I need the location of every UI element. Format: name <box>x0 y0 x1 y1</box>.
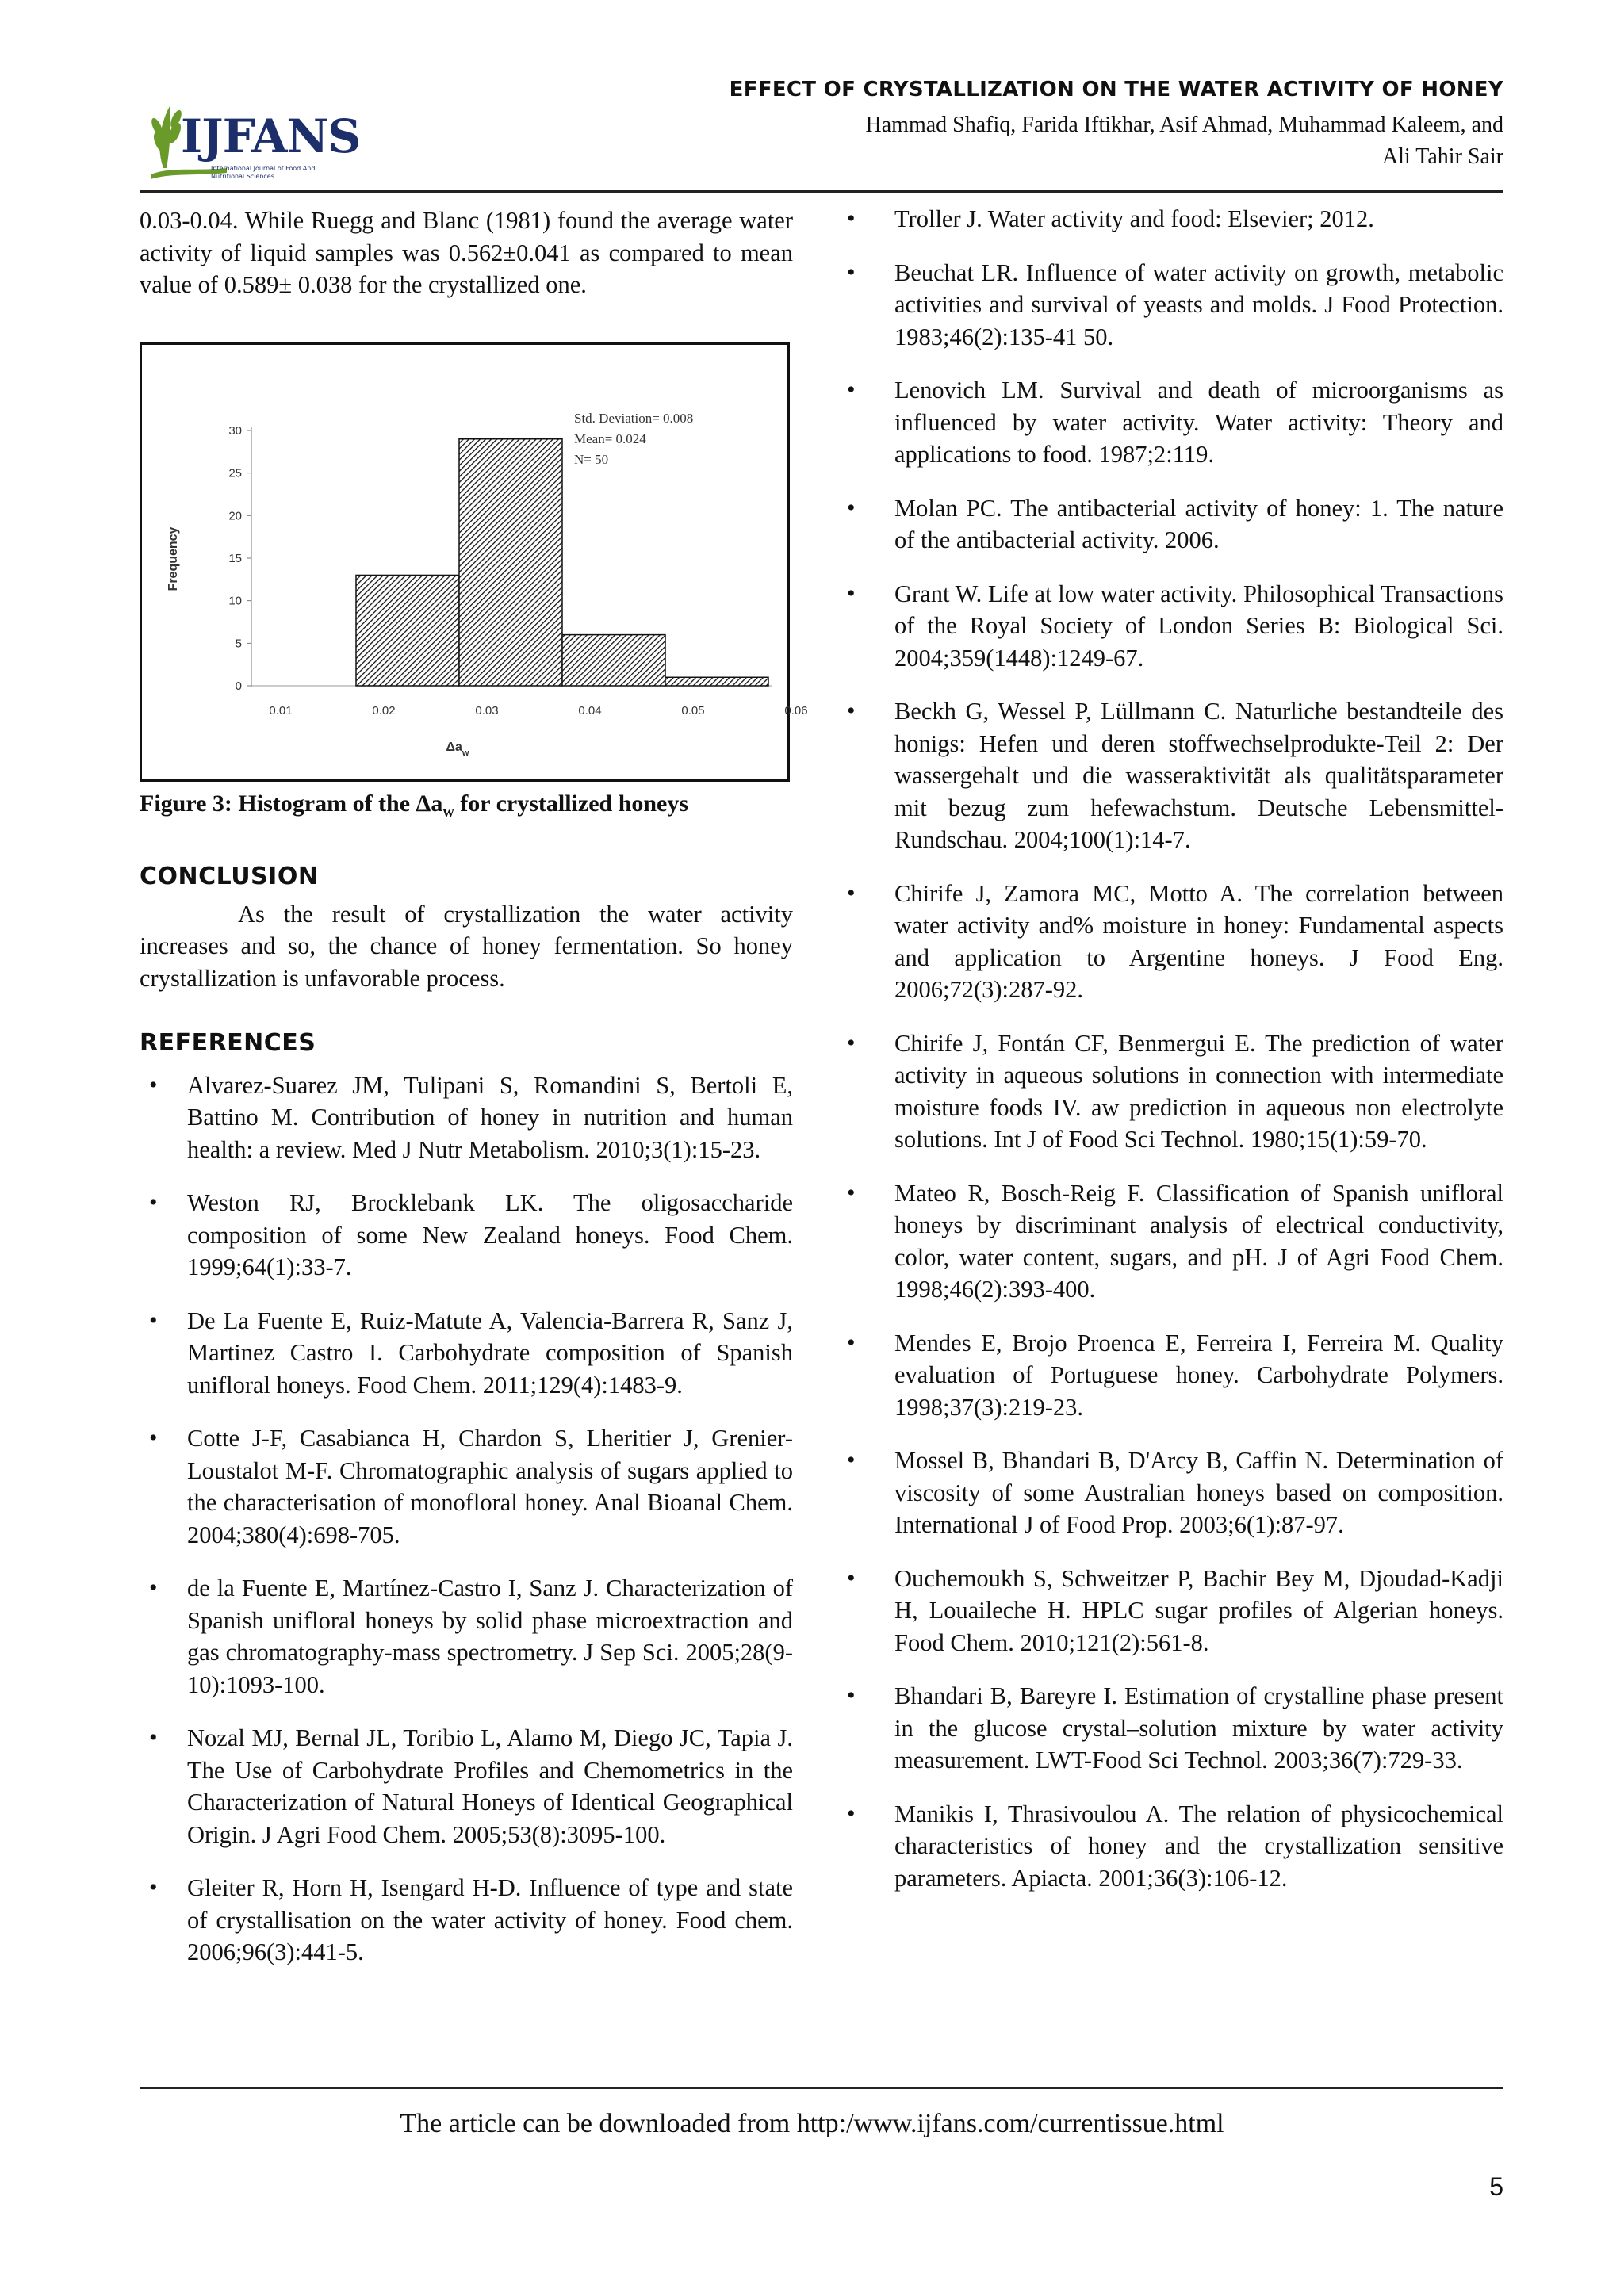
y-tick-label: 5 <box>235 636 242 650</box>
y-tick-label: 0 <box>235 679 242 693</box>
reference-item <box>841 1177 1503 1306</box>
reference-item <box>140 1722 793 1850</box>
x-tick-label: 0.04 <box>578 703 602 718</box>
reference-item <box>841 492 1503 557</box>
reference-text: Grant W. Life at low water activity. Philosophical Transactions of the Royal Society of London Series B: Biological Sci. 2004;359(1448):1249-67. <box>894 580 1503 672</box>
reference-text: Beuchat LR. Influence of water activity on growth, metabolic activities and survival of yeasts and molds. J Food Protection. 1983;46(2):135-41 50. <box>894 258 1503 350</box>
bullet-icon: • <box>847 205 856 232</box>
x-tick-label: 0.05 <box>681 703 705 718</box>
journal-logo <box>140 95 361 189</box>
authors-line-1: Hammad Shafiq, Farida Iftikhar, Asif Ahmad, Muhammad Kaleem, and <box>865 113 1503 137</box>
reference-text: Bhandari B, Bareyre I. Estimation of crystalline phase present in the glucose crystal–solution mixture by water activity measurement. LWT-Food Sci Technol. 2003;36(7):729-33. <box>894 1682 1503 1774</box>
reference-text: Mateo R, Bosch-Reig F. Classification of Spanish unifloral honeys by discriminant analysis of electrical conductivity, color, water content, sugars, and pH. J of Agri Food Chem. 1998;46(2):393-400. <box>894 1179 1503 1303</box>
references-list-right <box>841 203 1503 1894</box>
bullet-icon: • <box>149 1874 158 1900</box>
stats-annotation: N= 50 <box>574 451 609 467</box>
reference-text: Mendes E, Brojo Proenca E, Ferreira I, Ferreira M. Quality evaluation of Portuguese honey. Carbohydrate Polymers. 1998;37(3):219-23. <box>894 1329 1503 1421</box>
caption-subscript: w <box>442 802 454 821</box>
bullet-icon: • <box>847 1329 856 1356</box>
header-divider <box>140 190 1503 193</box>
x-tick-label: 0.03 <box>475 703 499 718</box>
reference-item <box>841 695 1503 856</box>
x-axis-title-sub: w <box>462 748 469 758</box>
references-list-left <box>140 1070 793 1969</box>
histogram-chart <box>142 345 808 779</box>
bullet-icon: • <box>149 1307 158 1334</box>
bullet-icon: • <box>847 1179 856 1206</box>
authors-line-2: Ali Tahir Sair <box>1381 144 1503 169</box>
download-note: The article can be downloaded from http:/www.ijfans.com/currentissue.html <box>400 2109 1224 2138</box>
bullet-icon: • <box>847 1447 856 1473</box>
reference-text: Ouchemoukh S, Schweitzer P, Bachir Bey M, Djoudad-Kadji H, Louaileche H. HPLC sugar profiles of Algerian honeys. Food Chem. 2010;121(2):561-8. <box>894 1564 1503 1656</box>
left-column <box>140 203 808 1990</box>
reference-item <box>841 1027 1503 1156</box>
y-axis-title: Frequency <box>167 526 180 591</box>
reference-item <box>140 1572 793 1701</box>
reference-item <box>140 1422 793 1551</box>
conclusion-text: As the result of crystallization the water activity increases and so, the chance of honey fermentation. So honey crystallization is unfavorable process. <box>140 900 793 992</box>
reference-text: Manikis I, Thrasivoulou A. The relation of physicochemical characteristics of honey and the crystallization sensitive parameters. Apiacta. 2001;36(3):106-12. <box>894 1800 1503 1892</box>
bullet-icon: • <box>149 1071 158 1098</box>
reference-text: Alvarez-Suarez JM, Tulipani S, Romandini S, Bertoli E, Battino M. Contribution of honey in nutrition and human health: a review. Med J Nutr Metabolism. 2010;3(1):15-23. <box>187 1071 793 1163</box>
caption-prefix: Figure 3: Histogram of the Δa <box>140 790 443 817</box>
reference-item <box>841 374 1503 471</box>
x-tick-label: 0.02 <box>372 703 396 718</box>
bullet-icon: • <box>847 1029 856 1056</box>
running-authors <box>790 109 1503 173</box>
histogram-bar <box>459 438 562 685</box>
references-heading: REFERENCES <box>140 1029 316 1057</box>
footer-divider <box>140 2087 1503 2089</box>
reference-item <box>841 578 1503 675</box>
stats-annotation: Std. Deviation= 0.008 <box>574 410 694 426</box>
reference-text: Nozal MJ, Bernal JL, Toribio L, Alamo M, Diego JC, Tapia J. The Use of Carbohydrate Profiles and Chemometrics in the Characterization of Natural Honeys of Identical Geographical Origin. J Agri Food Chem. 2005;53(8):3095-100. <box>187 1724 793 1848</box>
reference-text: Lenovich LM. Survival and death of microorganisms as influenced by water activity. Water activity: Theory and applications to food. 1987;2:119. <box>894 377 1503 468</box>
y-tick-label: 10 <box>228 594 242 608</box>
figure-caption <box>140 788 793 828</box>
running-title: EFFECT OF CRYSTALLIZATION ON THE WATER ACTIVITY OF HONEY <box>729 78 1503 101</box>
histogram-bar <box>356 575 459 686</box>
y-tick-label: 20 <box>228 508 242 522</box>
x-axis-title-main: Δa <box>446 740 462 754</box>
bullet-icon: • <box>847 580 856 607</box>
reference-item <box>841 1680 1503 1777</box>
bullet-icon: • <box>149 1189 158 1215</box>
reference-item <box>140 1187 793 1284</box>
reference-item <box>140 1305 793 1402</box>
bullet-icon: • <box>847 377 856 403</box>
y-tick-label: 30 <box>228 423 242 438</box>
caption-suffix: for crystallized honeys <box>454 790 689 817</box>
bullet-icon: • <box>847 258 856 285</box>
right-column <box>841 203 1503 1915</box>
x-tick-label: 0.01 <box>269 703 293 718</box>
histogram-bar <box>562 634 665 685</box>
reference-text: Chirife J, Fontán CF, Benmergui E. The prediction of water activity in aqueous solutions in connection with intermediate moisture foods IV. aw prediction in aqueous non electrolyte solutions. Int J of Food Sci Technol. 1980;15(1):59-70. <box>894 1029 1503 1153</box>
reference-item <box>140 1872 793 1969</box>
bullet-icon: • <box>149 1575 158 1601</box>
bullet-icon: • <box>149 1724 158 1751</box>
bullet-icon: • <box>149 1425 158 1451</box>
bullet-icon: • <box>847 1564 856 1591</box>
bullet-icon: • <box>847 1682 856 1709</box>
reference-item <box>841 1445 1503 1541</box>
intro-paragraph: 0.03-0.04. While Ruegg and Blanc (1981) found the average water activity of liquid samples was 0.562±0.041 as compared to mean value of 0.589± 0.038 for the crystallized one. <box>140 207 793 298</box>
logo-subtext: International Journal of Food And Nutritional Sciences <box>211 165 316 180</box>
figure-3-histogram <box>140 342 808 782</box>
reference-item <box>841 1327 1503 1424</box>
bullet-icon: • <box>847 494 856 521</box>
y-tick-label: 25 <box>228 466 242 480</box>
reference-item <box>140 1070 793 1166</box>
stats-annotation: Mean= 0.024 <box>574 430 646 446</box>
reference-item <box>841 1563 1503 1659</box>
reference-text: de la Fuente E, Martínez-Castro I, Sanz J. Characterization of Spanish unifloral honeys by solid phase microextraction and gas chromatography-mass spectrometry. J Sep Sci. 2005;28(9-10):1093-100. <box>187 1575 793 1698</box>
reference-text: De La Fuente E, Ruiz-Matute A, Valencia-Barrera R, Sanz J, Martinez Castro I. Carbohydrate composition of Spanish unifloral honeys. Food Chem. 2011;129(4):1483-9. <box>187 1307 793 1399</box>
bullet-icon: • <box>847 879 856 906</box>
reference-item <box>841 878 1503 1006</box>
bullet-icon: • <box>847 698 856 724</box>
bullet-icon: • <box>847 1800 856 1827</box>
x-tick-label: 0.06 <box>784 703 808 718</box>
reference-text: Mossel B, Bhandari B, D'Arcy B, Caffin N. Determination of viscosity of some Australian honeys based on composition. International J of Food Prop. 2003;6(1):87-97. <box>894 1447 1503 1538</box>
reference-text: Chirife J, Zamora MC, Motto A. The correlation between water activity and% moisture in honey: Fundamental aspects and application to Argentine honeys. J Food Eng. 2006;72(3):287-92. <box>894 879 1503 1003</box>
reference-item <box>841 203 1503 235</box>
reference-text: Beckh G, Wessel P, Lüllmann C. Naturliche bestandteile des honigs: Hefen und deren stoffwechselprodukte-Teil 2: Der wassergehalt und die wasseraktivität als qualitätsparameter mit bezug zum hefewachstum. Deutsche Lebensmittel-Rundschau. 2004;100(1):14-7. <box>894 698 1503 853</box>
x-axis-title <box>446 740 469 758</box>
reference-text: Cotte J-F, Casabianca H, Chardon S, Lheritier J, Grenier-Loustalot M-F. Chromatographic analysis of sugars applied to the characterisation of monofloral honey. Anal Bioanal Chem. 2004;380(4):698-705. <box>187 1425 793 1548</box>
reference-item <box>841 1798 1503 1895</box>
reference-text: Molan PC. The antibacterial activity of honey: 1. The nature of the antibacterial activity. 2006. <box>894 494 1503 553</box>
reference-item <box>841 257 1503 354</box>
conclusion-heading: CONCLUSION <box>140 863 319 890</box>
reference-text: Troller J. Water activity and food: Elsevier; 2012. <box>894 205 1374 232</box>
reference-text: Gleiter R, Horn H, Isengard H-D. Influence of type and state of crystallisation on the water activity of honey. Food chem. 2006;96(3):441-5. <box>187 1874 793 1965</box>
reference-text: Weston RJ, Brocklebank LK. The oligosaccharide composition of some New Zealand honeys. Food Chem. 1999;64(1):33-7. <box>187 1189 793 1280</box>
y-tick-label: 15 <box>228 551 242 565</box>
page-number: 5 <box>1489 2172 1503 2201</box>
logo-text: IJFANS <box>181 109 361 163</box>
histogram-bar <box>665 677 768 686</box>
